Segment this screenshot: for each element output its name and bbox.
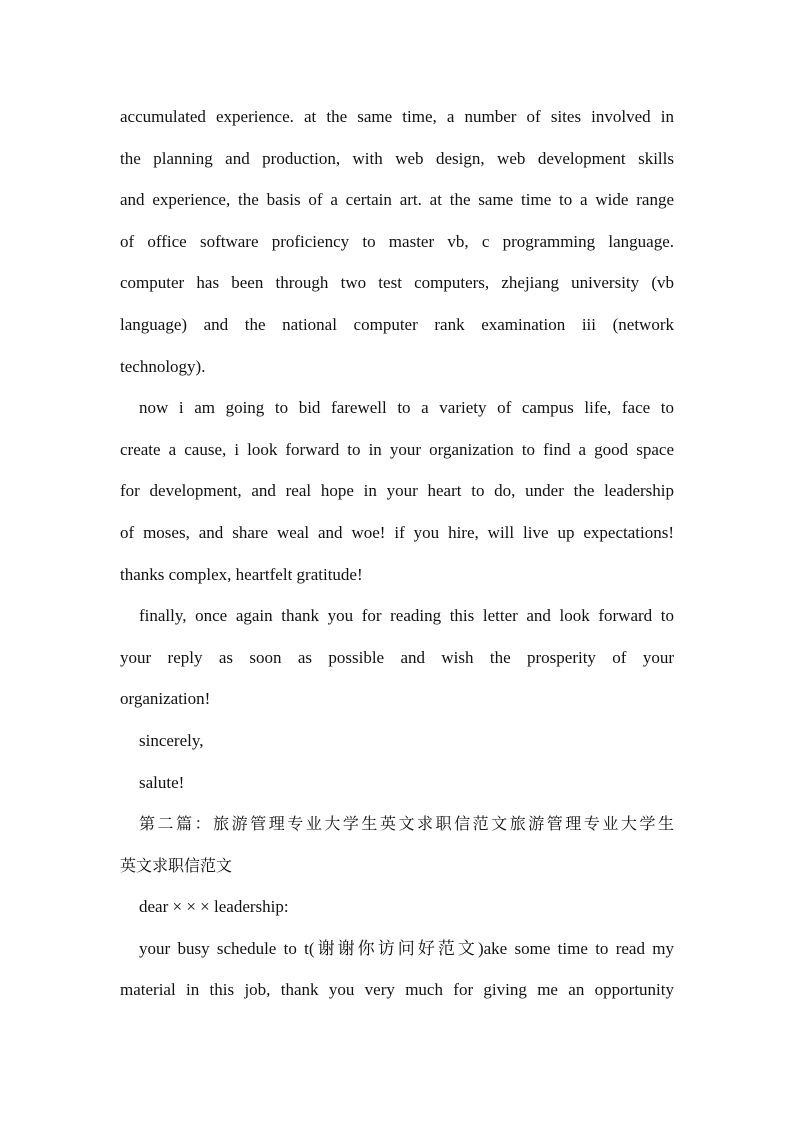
text-line: your reply as soon as possible and wish the prosperity of your [120,647,674,667]
paragraph-salutation [120,886,674,928]
text-line: finally, once again thank you for reading this letter and look forward to [139,606,674,626]
text-line: 英文求职信范文 [120,855,233,875]
text-line: and experience, the basis of a certain art. at the same time to a wide range [120,190,674,210]
paragraph-closing [120,595,674,720]
text-line: the planning and production, with web design, web development skills [120,148,674,168]
text-line: salute! [139,772,185,792]
paragraph-salute [120,762,674,804]
section-heading [120,803,674,886]
text-line: create a cause, i look forward to in your organization to find a good space [120,439,674,459]
text-line: accumulated experience. at the same time, a number of sites involved in [120,107,674,126]
text-line: for development, and real hope in your heart to do, under the leadership [120,481,674,501]
text-line: technology). [120,356,206,376]
text-line: dear × × × leadership: [139,897,289,917]
text-line: language) and the national computer rank examination iii (network [120,314,674,334]
text-line: material in this job, thank you very much for giving me an opportunity [120,980,674,1000]
text-line: now i am going to bid farewell to a variety of campus life, face to [139,398,674,418]
text-line: 第二篇：旅游管理专业大学生英文求职信范文旅游管理专业大学生 [139,814,674,834]
paragraph-sincerely [120,720,674,762]
text-line: computer has been through two test computers, zhejiang university (vb [120,273,674,293]
text-line: sincerely, [139,730,204,750]
document-page [120,96,674,1011]
text-line: organization! [120,689,211,709]
text-line: thanks complex, heartfelt gratitude! [120,564,363,584]
text-line: your busy schedule to t(谢谢你访问好范文)ake some time to read my [139,938,674,958]
text-line: of moses, and share weal and woe! if you hire, will live up expectations! [120,522,674,542]
paragraph-farewell [120,387,674,595]
paragraph-opening [120,928,674,1011]
paragraph-experience [120,96,674,387]
text-line: of office software proficiency to master vb, c programming language. [120,231,674,251]
